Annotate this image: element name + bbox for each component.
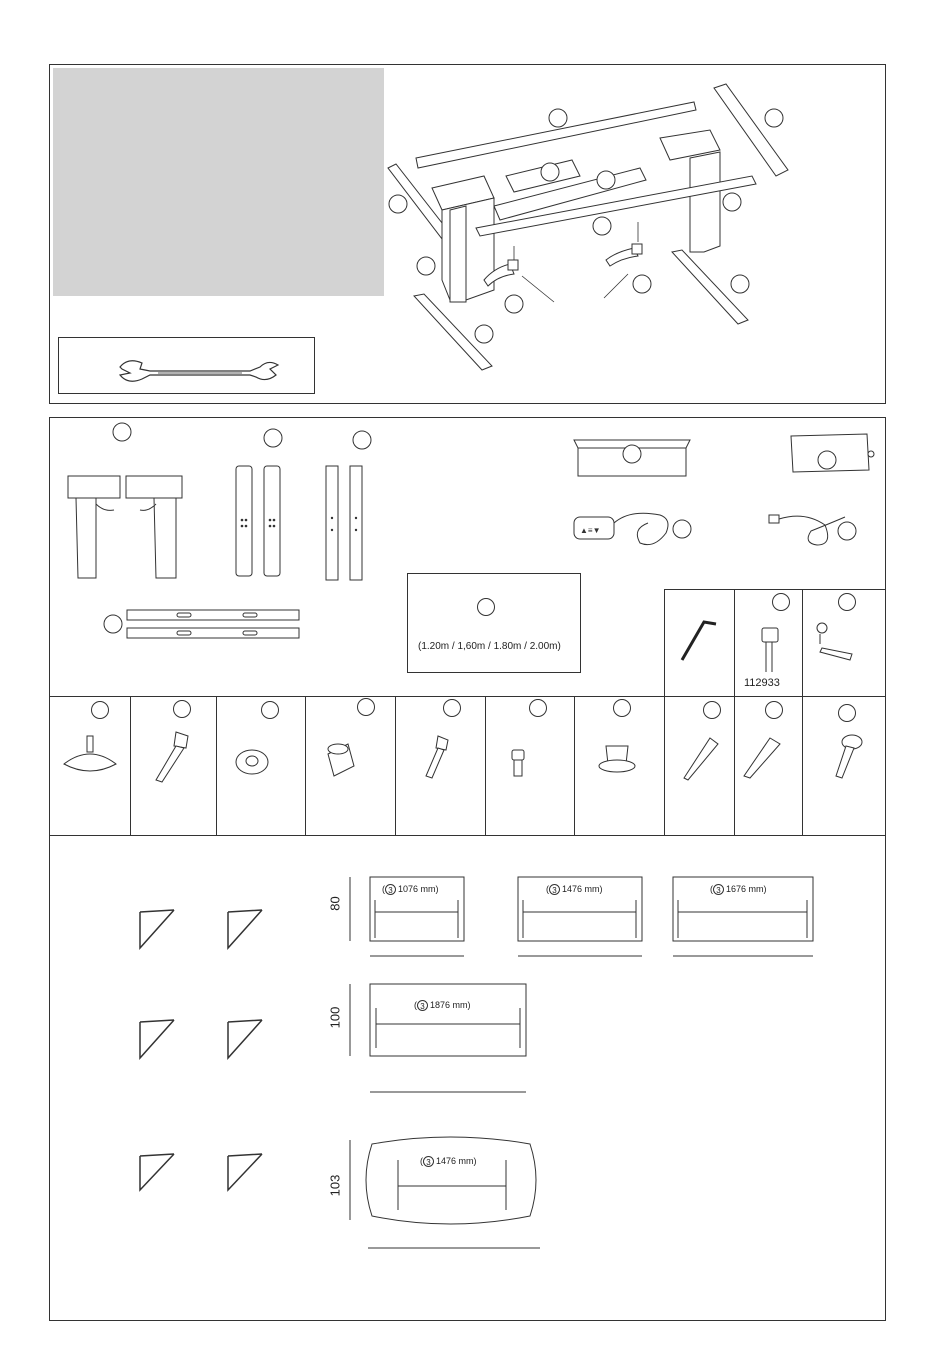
width-text: 1676 mm bbox=[726, 884, 764, 894]
tabletop-callout bbox=[477, 598, 495, 616]
socket-screw-icon bbox=[418, 732, 458, 780]
callout-3: 3 bbox=[549, 884, 560, 895]
clamp-callout bbox=[838, 593, 856, 611]
feet-drawing bbox=[230, 420, 290, 582]
wrench-icon bbox=[110, 355, 280, 385]
config-width-2: ( 3 1476 mm) bbox=[546, 884, 603, 896]
power-cable-drawing bbox=[765, 505, 865, 555]
config-width-5: ( 3 1476 mm) bbox=[420, 1156, 477, 1168]
hw-callout-4 bbox=[357, 698, 375, 716]
cable-tray-drawing bbox=[570, 430, 696, 486]
hw-callout-5 bbox=[443, 699, 461, 717]
config-drawings bbox=[340, 860, 860, 1280]
short-screw-icon bbox=[504, 748, 534, 780]
check-marks bbox=[130, 900, 280, 1200]
config-width-1: ( 3 1076 mm) bbox=[382, 884, 439, 896]
leg-pair-drawing bbox=[60, 420, 200, 590]
config-width-4: ( 3 1876 mm) bbox=[414, 1000, 471, 1012]
tabletop-drawing bbox=[407, 573, 581, 673]
callout-3: 3 bbox=[385, 884, 396, 895]
cable-clip-callout bbox=[772, 593, 790, 611]
hex-key-icon bbox=[676, 614, 724, 666]
config-width-3: ( 3 1676 mm) bbox=[710, 884, 767, 896]
callout-3: 3 bbox=[423, 1156, 434, 1167]
hw-callout-8 bbox=[703, 701, 721, 719]
clamp-icon bbox=[812, 620, 862, 666]
hw-callout-9 bbox=[765, 701, 783, 719]
section-divider bbox=[49, 835, 886, 836]
side-rails-drawing bbox=[320, 420, 380, 582]
image-placeholder bbox=[53, 68, 384, 296]
wood-screw-icon bbox=[676, 734, 724, 784]
width-text: 1076 mm bbox=[398, 884, 436, 894]
leveling-foot-icon bbox=[60, 734, 120, 778]
hw-callout-3 bbox=[261, 701, 279, 719]
insert-nut-icon bbox=[320, 738, 360, 782]
handset-drawing bbox=[570, 505, 702, 555]
hw-callout-1 bbox=[91, 701, 109, 719]
pan-screw-icon bbox=[828, 732, 868, 780]
cross-rails-drawing bbox=[95, 600, 305, 644]
config-height-80: 80 bbox=[327, 896, 343, 911]
hex-bolt-icon bbox=[150, 728, 194, 786]
callout-3: 3 bbox=[713, 884, 724, 895]
tabletop-size-label: (1.20m / 1,60m / 1.80m / 2.00m) bbox=[418, 641, 561, 652]
cable-clip-icon bbox=[752, 620, 788, 676]
width-text: 1476 mm bbox=[562, 884, 600, 894]
control-box-drawing bbox=[785, 430, 879, 478]
callout-3: 3 bbox=[417, 1000, 428, 1011]
hw-callout-2 bbox=[173, 700, 191, 718]
hw-callout-7 bbox=[613, 699, 631, 717]
config-height-103: 103 bbox=[327, 1174, 343, 1197]
cap-icon bbox=[596, 738, 640, 778]
hw-callout-10 bbox=[838, 704, 856, 722]
width-text: 1876 mm bbox=[430, 1000, 468, 1010]
config-height-100: 100 bbox=[327, 1006, 343, 1029]
svg-text:▲≡▼: ▲≡▼ bbox=[580, 526, 601, 535]
exploded-frame-diagram bbox=[384, 80, 884, 400]
cable-clip-code: 112933 bbox=[744, 677, 780, 689]
washer-icon bbox=[232, 744, 272, 780]
hw-callout-6 bbox=[529, 699, 547, 717]
chipboard-screw-icon bbox=[740, 734, 788, 782]
width-text: 1476 mm bbox=[436, 1156, 474, 1166]
